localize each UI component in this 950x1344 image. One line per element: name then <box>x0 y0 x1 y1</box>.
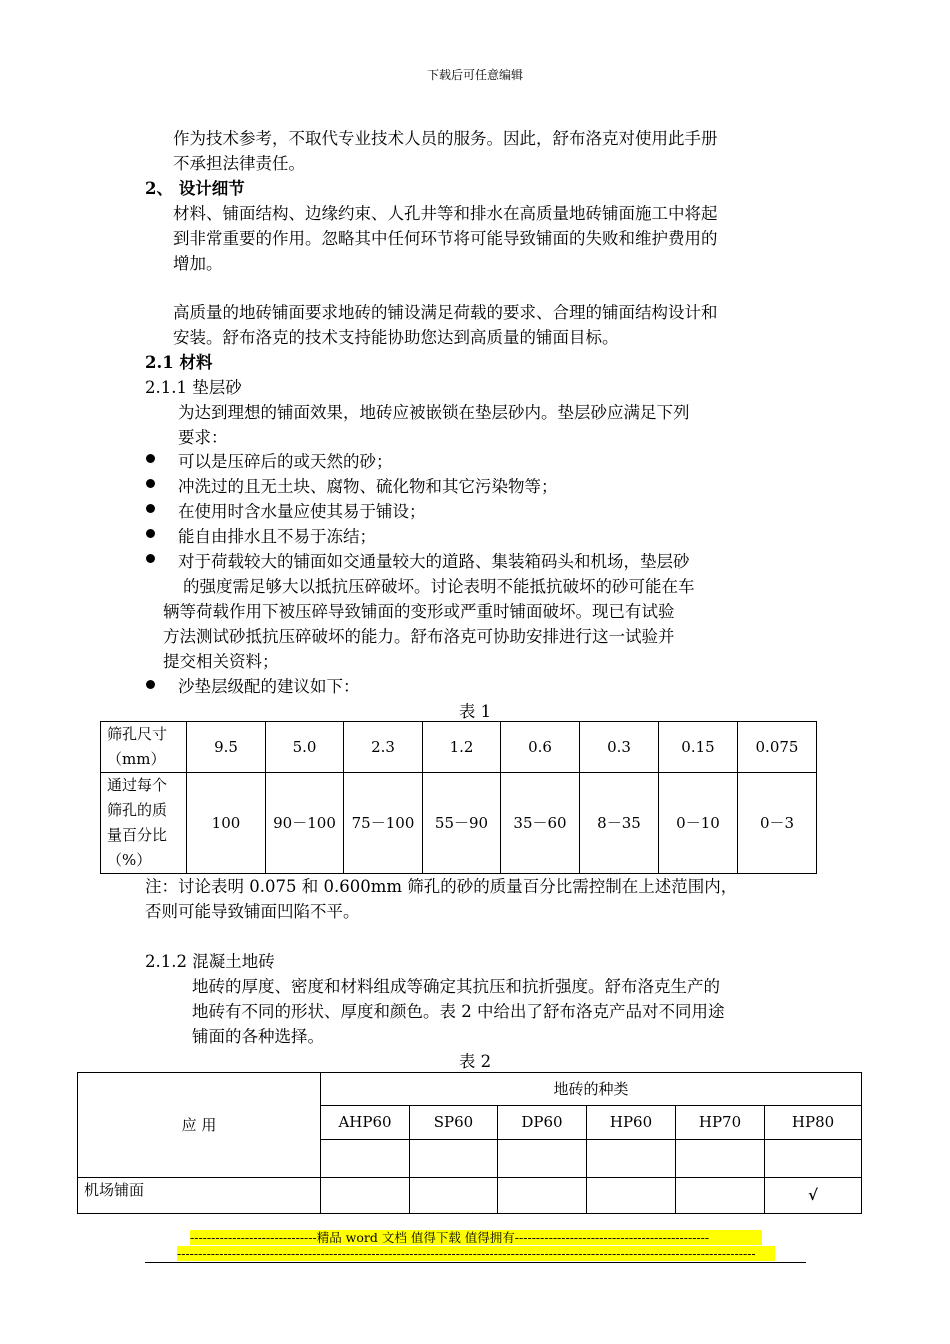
bullet-item: 在使用时含水量应使其易于铺设； <box>178 502 426 521</box>
sieve-size-cell: 0.15 <box>659 722 738 773</box>
sieve-size-cell: 0.3 <box>580 722 659 773</box>
bullet-dot <box>146 479 155 488</box>
section-2-1-1-heading: 2.1.1 垫层砂 <box>145 378 242 397</box>
paver-type-cell: DP60 <box>498 1106 587 1140</box>
table-1-caption: 表 1 <box>458 702 492 721</box>
footer-banner-line2: ----------------------------------------------------------------------------------------------------------------------------------------- <box>177 1246 775 1261</box>
sand-intro-line1: 为达到理想的铺面效果，地砖应被嵌锁在垫层砂内。垫层砂应满足下列 <box>178 403 690 422</box>
pass-percent-cell: 100 <box>187 773 266 874</box>
table-2-caption: 表 2 <box>458 1052 492 1071</box>
pass-percent-cell: 55－90 <box>423 773 501 874</box>
sieve-size-cell: 0.075 <box>738 722 817 773</box>
suitability-cell <box>676 1178 765 1214</box>
paver-type-table <box>77 1072 862 1214</box>
suitability-cell <box>587 1178 676 1214</box>
section-2-1-2-heading: 2.1.2 混凝土地砖 <box>145 952 275 971</box>
bullet-dot <box>146 554 155 563</box>
section-2-para1-line1: 材料、铺面结构、边缘约束、人孔井等和排水在高质量地砖铺面施工中将起 <box>173 204 718 223</box>
intro-line-1: 作为技术参考，不取代专业技术人员的服务。因此，舒布洛克对使用此手册 <box>173 129 718 148</box>
bullet-item-continuation: 方法测试砂抵抗压碎破坏的能力。舒布洛克可协助安排进行这一试验并 <box>163 627 675 646</box>
empty-cell <box>498 1140 587 1178</box>
pavers-para-line3: 铺面的各种选择。 <box>192 1027 324 1046</box>
empty-cell <box>321 1140 410 1178</box>
suitability-cell <box>321 1178 410 1214</box>
bullet-item: 沙垫层级配的建议如下： <box>178 677 360 696</box>
pass-percent-cell: 0－10 <box>659 773 738 874</box>
bullet-dot <box>146 504 155 513</box>
sand-intro-line2: 要求： <box>178 428 228 447</box>
application-header: 应 用 <box>78 1073 321 1178</box>
bullet-item: 冲洗过的且无土块、腐物、硫化物和其它污染物等； <box>178 477 558 496</box>
pass-percent-cell: 35－60 <box>501 773 580 874</box>
empty-cell <box>765 1140 862 1178</box>
bullet-item-continuation: 提交相关资料； <box>163 652 279 671</box>
paver-type-cell: AHP60 <box>321 1106 410 1140</box>
pass-percent-cell: 8－35 <box>580 773 659 874</box>
section-2-1-heading: 2.1 材料 <box>145 353 213 372</box>
section-2-para2-line1: 高质量的地砖铺面要求地砖的铺设满足荷载的要求、合理的铺面结构设计和 <box>173 303 718 322</box>
application-airport: 机场铺面 <box>78 1178 321 1214</box>
bullet-item-continuation: 辆等荷载作用下被压碎导致铺面的变形或严重时铺面破坏。现已有试验 <box>163 602 675 621</box>
pass-percent-cell: 75－100 <box>344 773 423 874</box>
empty-cell <box>587 1140 676 1178</box>
bullet-dot <box>146 529 155 538</box>
pass-percent-label: 通过每个筛孔的质量百分比（%） <box>101 773 187 874</box>
checkmark-icon: √ <box>765 1178 862 1214</box>
sieve-size-cell: 5.0 <box>266 722 344 773</box>
bullet-dot <box>146 454 155 463</box>
footer-banner-line1: ------------------------------精品 word 文档 值得下载 值得拥有---------------------------------------------- <box>190 1230 762 1245</box>
section-2-para2-line2: 安装。舒布洛克的技术支持能协助您达到高质量的铺面目标。 <box>173 328 619 347</box>
pass-percent-cell: 0－3 <box>738 773 817 874</box>
sieve-size-cell: 2.3 <box>344 722 423 773</box>
paver-type-cell: HP60 <box>587 1106 676 1140</box>
sieve-size-cell: 1.2 <box>423 722 501 773</box>
suitability-cell <box>410 1178 498 1214</box>
paver-type-cell: SP60 <box>410 1106 498 1140</box>
pavers-para-line1: 地砖的厚度、密度和材料组成等确定其抗压和抗折强度。舒布洛克生产的 <box>192 977 720 996</box>
intro-line-2: 不承担法律责任。 <box>173 154 305 173</box>
paver-type-cell: HP70 <box>676 1106 765 1140</box>
bullet-item: 可以是压碎后的或天然的砂； <box>178 452 393 471</box>
sieve-size-cell: 0.6 <box>501 722 580 773</box>
table-1-note-line1: 注：讨论表明 0.075 和 0.600mm 筛孔的砂的质量百分比需控制在上述范围内， <box>145 877 738 896</box>
footer-rule <box>145 1262 806 1263</box>
suitability-cell <box>498 1178 587 1214</box>
pass-percent-cell: 90－100 <box>266 773 344 874</box>
bullet-dot <box>146 680 155 689</box>
bullet-item-continuation: 的强度需足够大以抵抗压碎破坏。讨论表明不能抵抗破坏的砂可能在车 <box>183 577 695 596</box>
table-1-note-line2: 否则可能导致铺面凹陷不平。 <box>145 902 360 921</box>
empty-cell <box>676 1140 765 1178</box>
page-header: 下载后可任意编辑 <box>426 68 523 82</box>
pavers-para-line2: 地砖有不同的形状、厚度和颜色。表 2 中给出了舒布洛克产品对不同用途 <box>192 1002 725 1021</box>
bullet-item: 能自由排水且不易于冻结； <box>178 527 376 546</box>
section-2-para1-line2: 到非常重要的作用。忽略其中任何环节将可能导致铺面的失败和维护费用的 <box>173 229 718 248</box>
bullet-item: 对于荷载较大的铺面如交通量较大的道路、集装箱码头和机场，垫层砂 <box>178 552 690 571</box>
paver-type-header: 地砖的种类 <box>321 1073 862 1106</box>
section-2-para1-line3: 增加。 <box>173 254 223 273</box>
sieve-size-label: 筛孔尺寸（mm） <box>101 722 187 773</box>
sand-gradation-table <box>100 721 817 874</box>
sieve-size-cell: 9.5 <box>187 722 266 773</box>
section-2-heading: 2、 设计细节 <box>145 179 245 198</box>
empty-cell <box>410 1140 498 1178</box>
paver-type-cell: HP80 <box>765 1106 862 1140</box>
